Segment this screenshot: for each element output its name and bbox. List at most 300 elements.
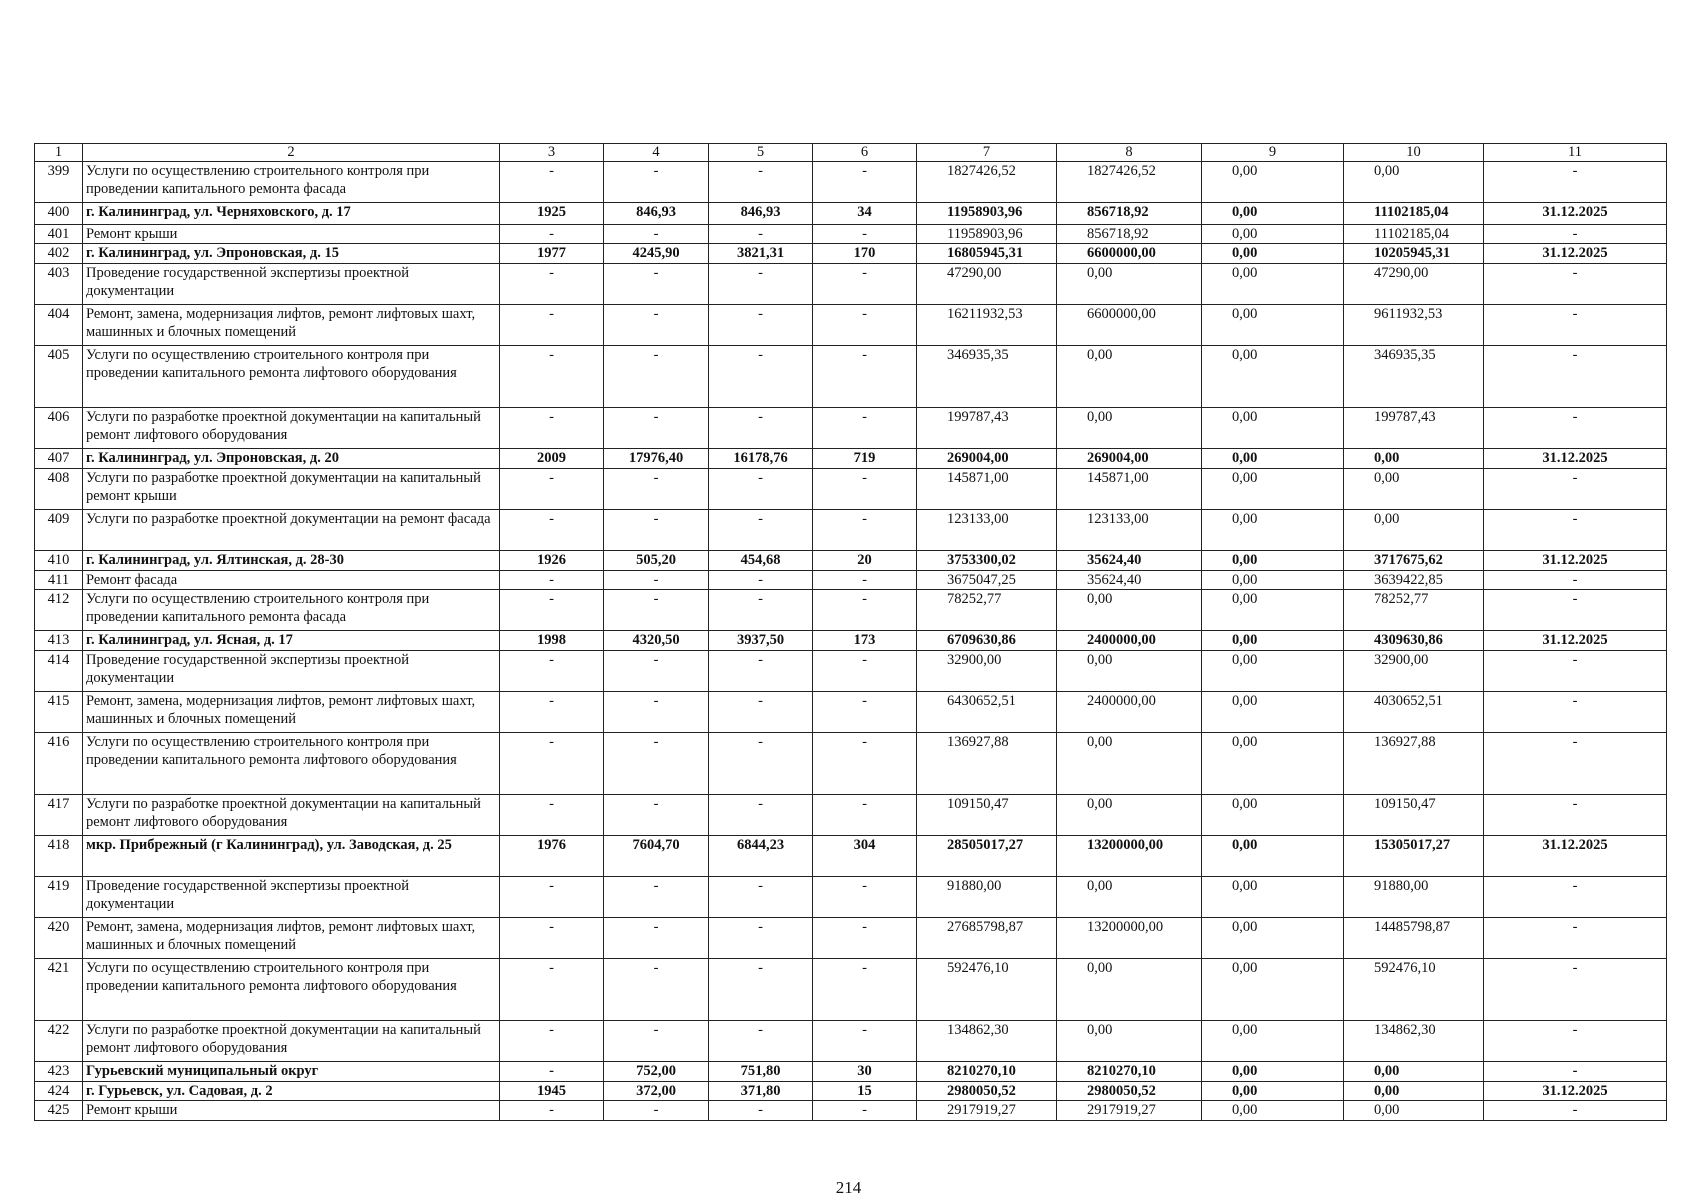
year-cell: - — [500, 959, 604, 1021]
row-number: 403 — [35, 264, 83, 305]
item-name: Услуги по осуществлению строительного контроля при проведении капитального ремонта лифтового оборудования — [83, 733, 500, 795]
fund-cell: 0,00 — [1057, 590, 1202, 631]
table-row — [35, 449, 1667, 469]
total-cost-cell: 11958903,96 — [917, 203, 1057, 225]
budget-cell: 0,00 — [1202, 305, 1344, 346]
other-funds-cell: 136927,88 — [1344, 733, 1484, 795]
area-living-cell: - — [709, 692, 813, 733]
other-funds-cell: 592476,10 — [1344, 959, 1484, 1021]
table-row — [35, 1082, 1667, 1101]
item-name: Услуги по разработке проектной документации на ремонт фасада — [83, 510, 500, 551]
residents-cell: - — [813, 692, 917, 733]
fund-cell: 2980050,52 — [1057, 1082, 1202, 1101]
table-row — [35, 264, 1667, 305]
budget-cell: 0,00 — [1202, 692, 1344, 733]
budget-cell: 0,00 — [1202, 346, 1344, 408]
year-cell: - — [500, 510, 604, 551]
area-total-cell: 7604,70 — [604, 836, 709, 877]
area-living-cell: - — [709, 959, 813, 1021]
deadline-cell: 31.12.2025 — [1484, 836, 1667, 877]
deadline-cell: - — [1484, 408, 1667, 449]
item-name: Ремонт, замена, модернизация лифтов, ремонт лифтовых шахт, машинных и блочных помещений — [83, 918, 500, 959]
row-number: 420 — [35, 918, 83, 959]
total-cost-cell: 16805945,31 — [917, 244, 1057, 264]
area-total-cell: - — [604, 877, 709, 918]
table-row — [35, 551, 1667, 571]
table-row — [35, 1021, 1667, 1062]
area-total-cell: - — [604, 1021, 709, 1062]
row-number: 400 — [35, 203, 83, 225]
area-living-cell: - — [709, 162, 813, 203]
residents-cell: - — [813, 571, 917, 590]
budget-cell: 0,00 — [1202, 203, 1344, 225]
item-name: г. Калининград, ул. Ясная, д. 17 — [83, 631, 500, 651]
header-cell: 2 — [83, 144, 500, 162]
year-cell: - — [500, 469, 604, 510]
residents-cell: - — [813, 305, 917, 346]
row-number: 422 — [35, 1021, 83, 1062]
table-row — [35, 510, 1667, 551]
residents-cell: 304 — [813, 836, 917, 877]
year-cell: - — [500, 264, 604, 305]
item-name: Гурьевский муниципальный округ — [83, 1062, 500, 1082]
area-total-cell: - — [604, 590, 709, 631]
residents-cell: - — [813, 162, 917, 203]
fund-cell: 13200000,00 — [1057, 918, 1202, 959]
area-total-cell: - — [604, 408, 709, 449]
total-cost-cell: 134862,30 — [917, 1021, 1057, 1062]
area-total-cell: 846,93 — [604, 203, 709, 225]
fund-cell: 856718,92 — [1057, 203, 1202, 225]
deadline-cell: - — [1484, 346, 1667, 408]
other-funds-cell: 4309630,86 — [1344, 631, 1484, 651]
deadline-cell: - — [1484, 692, 1667, 733]
total-cost-cell: 2980050,52 — [917, 1082, 1057, 1101]
deadline-cell: - — [1484, 795, 1667, 836]
year-cell: - — [500, 225, 604, 244]
header-cell: 7 — [917, 144, 1057, 162]
item-name: г. Калининград, ул. Эпроновская, д. 15 — [83, 244, 500, 264]
row-number: 402 — [35, 244, 83, 264]
row-number: 399 — [35, 162, 83, 203]
item-name: г. Калининград, ул. Черняховского, д. 17 — [83, 203, 500, 225]
budget-cell: 0,00 — [1202, 225, 1344, 244]
deadline-cell: - — [1484, 225, 1667, 244]
table-body — [35, 162, 1667, 1121]
fund-cell: 6600000,00 — [1057, 305, 1202, 346]
year-cell: - — [500, 408, 604, 449]
other-funds-cell: 0,00 — [1344, 1082, 1484, 1101]
deadline-cell: - — [1484, 1101, 1667, 1121]
area-living-cell: - — [709, 733, 813, 795]
area-total-cell: - — [604, 510, 709, 551]
fund-cell: 0,00 — [1057, 959, 1202, 1021]
budget-cell: 0,00 — [1202, 733, 1344, 795]
row-number: 409 — [35, 510, 83, 551]
area-total-cell: - — [604, 651, 709, 692]
table-row — [35, 203, 1667, 225]
table-row — [35, 1062, 1667, 1082]
header-cell: 4 — [604, 144, 709, 162]
budget-cell: 0,00 — [1202, 1021, 1344, 1062]
area-living-cell: 371,80 — [709, 1082, 813, 1101]
area-living-cell: - — [709, 469, 813, 510]
year-cell: 1945 — [500, 1082, 604, 1101]
deadline-cell: - — [1484, 1021, 1667, 1062]
fund-cell: 145871,00 — [1057, 469, 1202, 510]
fund-cell: 856718,92 — [1057, 225, 1202, 244]
header-cell: 5 — [709, 144, 813, 162]
row-number: 421 — [35, 959, 83, 1021]
other-funds-cell: 11102185,04 — [1344, 203, 1484, 225]
area-living-cell: 6844,23 — [709, 836, 813, 877]
deadline-cell: 31.12.2025 — [1484, 551, 1667, 571]
other-funds-cell: 0,00 — [1344, 449, 1484, 469]
budget-cell: 0,00 — [1202, 510, 1344, 551]
item-name: Проведение государственной экспертизы проектной документации — [83, 877, 500, 918]
table-row — [35, 959, 1667, 1021]
deadline-cell: - — [1484, 162, 1667, 203]
residents-cell: - — [813, 877, 917, 918]
area-total-cell: - — [604, 264, 709, 305]
table-row — [35, 877, 1667, 918]
fund-cell: 0,00 — [1057, 651, 1202, 692]
table-row — [35, 305, 1667, 346]
year-cell: - — [500, 877, 604, 918]
table-row — [35, 1101, 1667, 1121]
area-living-cell: - — [709, 264, 813, 305]
budget-cell: 0,00 — [1202, 590, 1344, 631]
deadline-cell: 31.12.2025 — [1484, 203, 1667, 225]
year-cell: - — [500, 305, 604, 346]
fund-cell: 2400000,00 — [1057, 692, 1202, 733]
fund-cell: 13200000,00 — [1057, 836, 1202, 877]
fund-cell: 0,00 — [1057, 408, 1202, 449]
residents-cell: - — [813, 264, 917, 305]
other-funds-cell: 10205945,31 — [1344, 244, 1484, 264]
other-funds-cell: 3717675,62 — [1344, 551, 1484, 571]
fund-cell: 123133,00 — [1057, 510, 1202, 551]
other-funds-cell: 91880,00 — [1344, 877, 1484, 918]
other-funds-cell: 9611932,53 — [1344, 305, 1484, 346]
deadline-cell: - — [1484, 305, 1667, 346]
area-total-cell: - — [604, 346, 709, 408]
year-cell: - — [500, 651, 604, 692]
area-living-cell: 16178,76 — [709, 449, 813, 469]
header-cell: 3 — [500, 144, 604, 162]
item-name: Услуги по разработке проектной документации на капитальный ремонт крыши — [83, 469, 500, 510]
area-total-cell: 4320,50 — [604, 631, 709, 651]
residents-cell: - — [813, 918, 917, 959]
area-total-cell: 4245,90 — [604, 244, 709, 264]
table-row — [35, 631, 1667, 651]
row-number: 412 — [35, 590, 83, 631]
budget-cell: 0,00 — [1202, 836, 1344, 877]
total-cost-cell: 32900,00 — [917, 651, 1057, 692]
total-cost-cell: 2917919,27 — [917, 1101, 1057, 1121]
budget-cell: 0,00 — [1202, 959, 1344, 1021]
year-cell: 1977 — [500, 244, 604, 264]
area-living-cell: - — [709, 918, 813, 959]
area-total-cell: - — [604, 795, 709, 836]
fund-cell: 0,00 — [1057, 264, 1202, 305]
row-number: 424 — [35, 1082, 83, 1101]
year-cell: - — [500, 692, 604, 733]
area-living-cell: - — [709, 510, 813, 551]
residents-cell: - — [813, 469, 917, 510]
fund-cell: 0,00 — [1057, 1021, 1202, 1062]
year-cell: - — [500, 571, 604, 590]
header-cell: 10 — [1344, 144, 1484, 162]
page-number: 214 — [835, 1178, 862, 1197]
item-name: Услуги по разработке проектной документации на капитальный ремонт лифтового оборудования — [83, 795, 500, 836]
area-living-cell: - — [709, 795, 813, 836]
year-cell: 1998 — [500, 631, 604, 651]
header-cell: 1 — [35, 144, 83, 162]
area-living-cell: - — [709, 305, 813, 346]
year-cell: 1976 — [500, 836, 604, 877]
area-total-cell: - — [604, 692, 709, 733]
deadline-cell: - — [1484, 918, 1667, 959]
area-total-cell: - — [604, 733, 709, 795]
header-cell: 11 — [1484, 144, 1667, 162]
table-row — [35, 244, 1667, 264]
other-funds-cell: 134862,30 — [1344, 1021, 1484, 1062]
other-funds-cell: 14485798,87 — [1344, 918, 1484, 959]
row-number: 419 — [35, 877, 83, 918]
year-cell: - — [500, 1021, 604, 1062]
header-cell: 6 — [813, 144, 917, 162]
total-cost-cell: 346935,35 — [917, 346, 1057, 408]
row-number: 408 — [35, 469, 83, 510]
deadline-cell: - — [1484, 877, 1667, 918]
total-cost-cell: 27685798,87 — [917, 918, 1057, 959]
item-name: г. Калининград, ул. Эпроновская, д. 20 — [83, 449, 500, 469]
area-total-cell: - — [604, 162, 709, 203]
row-number: 405 — [35, 346, 83, 408]
area-living-cell: - — [709, 571, 813, 590]
item-name: Ремонт, замена, модернизация лифтов, ремонт лифтовых шахт, машинных и блочных помещений — [83, 692, 500, 733]
area-total-cell: 372,00 — [604, 1082, 709, 1101]
fund-cell: 8210270,10 — [1057, 1062, 1202, 1082]
budget-cell: 0,00 — [1202, 408, 1344, 449]
area-total-cell: - — [604, 571, 709, 590]
year-cell: 1926 — [500, 551, 604, 571]
other-funds-cell: 0,00 — [1344, 1062, 1484, 1082]
other-funds-cell: 15305017,27 — [1344, 836, 1484, 877]
other-funds-cell: 0,00 — [1344, 162, 1484, 203]
area-living-cell: 454,68 — [709, 551, 813, 571]
item-name: г. Калининград, ул. Ялтинская, д. 28-30 — [83, 551, 500, 571]
area-living-cell: - — [709, 225, 813, 244]
item-name: Услуги по осуществлению строительного контроля при проведении капитального ремонта лифтового оборудования — [83, 346, 500, 408]
row-number: 418 — [35, 836, 83, 877]
residents-cell: - — [813, 733, 917, 795]
row-number: 415 — [35, 692, 83, 733]
residents-cell: - — [813, 795, 917, 836]
area-living-cell: - — [709, 1101, 813, 1121]
area-total-cell: - — [604, 305, 709, 346]
row-number: 406 — [35, 408, 83, 449]
area-living-cell: 846,93 — [709, 203, 813, 225]
header-cell: 8 — [1057, 144, 1202, 162]
residents-cell: 170 — [813, 244, 917, 264]
row-number: 407 — [35, 449, 83, 469]
budget-cell: 0,00 — [1202, 264, 1344, 305]
other-funds-cell: 78252,77 — [1344, 590, 1484, 631]
table-row — [35, 692, 1667, 733]
deadline-cell: - — [1484, 959, 1667, 1021]
total-cost-cell: 136927,88 — [917, 733, 1057, 795]
total-cost-cell: 269004,00 — [917, 449, 1057, 469]
area-total-cell: - — [604, 1101, 709, 1121]
area-living-cell: - — [709, 1021, 813, 1062]
row-number: 423 — [35, 1062, 83, 1082]
budget-cell: 0,00 — [1202, 244, 1344, 264]
row-number: 410 — [35, 551, 83, 571]
year-cell: 2009 — [500, 449, 604, 469]
budget-cell: 0,00 — [1202, 449, 1344, 469]
residents-cell: 173 — [813, 631, 917, 651]
residents-cell: - — [813, 408, 917, 449]
year-cell: - — [500, 590, 604, 631]
residents-cell: - — [813, 346, 917, 408]
fund-cell: 35624,40 — [1057, 571, 1202, 590]
other-funds-cell: 0,00 — [1344, 510, 1484, 551]
other-funds-cell: 32900,00 — [1344, 651, 1484, 692]
area-living-cell: 3821,31 — [709, 244, 813, 264]
other-funds-cell: 109150,47 — [1344, 795, 1484, 836]
item-name: г. Гурьевск, ул. Садовая, д. 2 — [83, 1082, 500, 1101]
total-cost-cell: 109150,47 — [917, 795, 1057, 836]
row-number: 401 — [35, 225, 83, 244]
table-row — [35, 408, 1667, 449]
table-row — [35, 918, 1667, 959]
fund-cell: 35624,40 — [1057, 551, 1202, 571]
fund-cell: 0,00 — [1057, 795, 1202, 836]
deadline-cell: - — [1484, 469, 1667, 510]
year-cell: - — [500, 1062, 604, 1082]
total-cost-cell: 3675047,25 — [917, 571, 1057, 590]
year-cell: - — [500, 795, 604, 836]
item-name: Проведение государственной экспертизы проектной документации — [83, 264, 500, 305]
budget-cell: 0,00 — [1202, 1101, 1344, 1121]
residents-cell: - — [813, 510, 917, 551]
deadline-cell: 31.12.2025 — [1484, 449, 1667, 469]
residents-cell: - — [813, 1101, 917, 1121]
budget-cell: 0,00 — [1202, 651, 1344, 692]
table-row — [35, 225, 1667, 244]
total-cost-cell: 3753300,02 — [917, 551, 1057, 571]
item-name: Ремонт крыши — [83, 225, 500, 244]
budget-table — [34, 143, 1667, 1121]
deadline-cell: 31.12.2025 — [1484, 244, 1667, 264]
total-cost-cell: 1827426,52 — [917, 162, 1057, 203]
residents-cell: 30 — [813, 1062, 917, 1082]
budget-cell: 0,00 — [1202, 631, 1344, 651]
year-cell: - — [500, 162, 604, 203]
item-name: Услуги по осуществлению строительного контроля при проведении капитального ремонта лифтового оборудования — [83, 959, 500, 1021]
total-cost-cell: 78252,77 — [917, 590, 1057, 631]
total-cost-cell: 16211932,53 — [917, 305, 1057, 346]
area-total-cell: 17976,40 — [604, 449, 709, 469]
row-number: 413 — [35, 631, 83, 651]
area-total-cell: - — [604, 469, 709, 510]
deadline-cell: - — [1484, 733, 1667, 795]
header-cell: 9 — [1202, 144, 1344, 162]
budget-cell: 0,00 — [1202, 918, 1344, 959]
fund-cell: 2917919,27 — [1057, 1101, 1202, 1121]
budget-cell: 0,00 — [1202, 571, 1344, 590]
area-living-cell: - — [709, 408, 813, 449]
budget-cell: 0,00 — [1202, 1062, 1344, 1082]
table-row — [35, 469, 1667, 510]
deadline-cell: - — [1484, 264, 1667, 305]
total-cost-cell: 145871,00 — [917, 469, 1057, 510]
budget-cell: 0,00 — [1202, 877, 1344, 918]
total-cost-cell: 592476,10 — [917, 959, 1057, 1021]
fund-cell: 2400000,00 — [1057, 631, 1202, 651]
area-total-cell: - — [604, 959, 709, 1021]
year-cell: - — [500, 1101, 604, 1121]
row-number: 416 — [35, 733, 83, 795]
fund-cell: 6600000,00 — [1057, 244, 1202, 264]
other-funds-cell: 0,00 — [1344, 1101, 1484, 1121]
deadline-cell: - — [1484, 571, 1667, 590]
total-cost-cell: 6430652,51 — [917, 692, 1057, 733]
total-cost-cell: 47290,00 — [917, 264, 1057, 305]
residents-cell: 20 — [813, 551, 917, 571]
other-funds-cell: 0,00 — [1344, 469, 1484, 510]
area-living-cell: - — [709, 590, 813, 631]
deadline-cell: - — [1484, 651, 1667, 692]
total-cost-cell: 123133,00 — [917, 510, 1057, 551]
table-row — [35, 795, 1667, 836]
year-cell: 1925 — [500, 203, 604, 225]
area-living-cell: - — [709, 346, 813, 408]
budget-cell: 0,00 — [1202, 1082, 1344, 1101]
year-cell: - — [500, 918, 604, 959]
budget-cell: 0,00 — [1202, 795, 1344, 836]
total-cost-cell: 6709630,86 — [917, 631, 1057, 651]
item-name: Услуги по осуществлению строительного контроля при проведении капитального ремонта фасада — [83, 590, 500, 631]
area-total-cell: 505,20 — [604, 551, 709, 571]
area-living-cell: - — [709, 877, 813, 918]
item-name: Услуги по разработке проектной документации на капитальный ремонт лифтового оборудования — [83, 1021, 500, 1062]
residents-cell: 15 — [813, 1082, 917, 1101]
table-row — [35, 651, 1667, 692]
row-number: 414 — [35, 651, 83, 692]
residents-cell: - — [813, 590, 917, 631]
other-funds-cell: 11102185,04 — [1344, 225, 1484, 244]
budget-cell: 0,00 — [1202, 469, 1344, 510]
item-name: Ремонт крыши — [83, 1101, 500, 1121]
residents-cell: 34 — [813, 203, 917, 225]
area-living-cell: - — [709, 651, 813, 692]
residents-cell: - — [813, 651, 917, 692]
item-name: Услуги по осуществлению строительного контроля при проведении капитального ремонта фасада — [83, 162, 500, 203]
deadline-cell: - — [1484, 1062, 1667, 1082]
fund-cell: 0,00 — [1057, 877, 1202, 918]
deadline-cell: - — [1484, 590, 1667, 631]
other-funds-cell: 3639422,85 — [1344, 571, 1484, 590]
budget-cell: 0,00 — [1202, 551, 1344, 571]
total-cost-cell: 11958903,96 — [917, 225, 1057, 244]
fund-cell: 1827426,52 — [1057, 162, 1202, 203]
row-number: 425 — [35, 1101, 83, 1121]
area-living-cell: 3937,50 — [709, 631, 813, 651]
table-row — [35, 836, 1667, 877]
